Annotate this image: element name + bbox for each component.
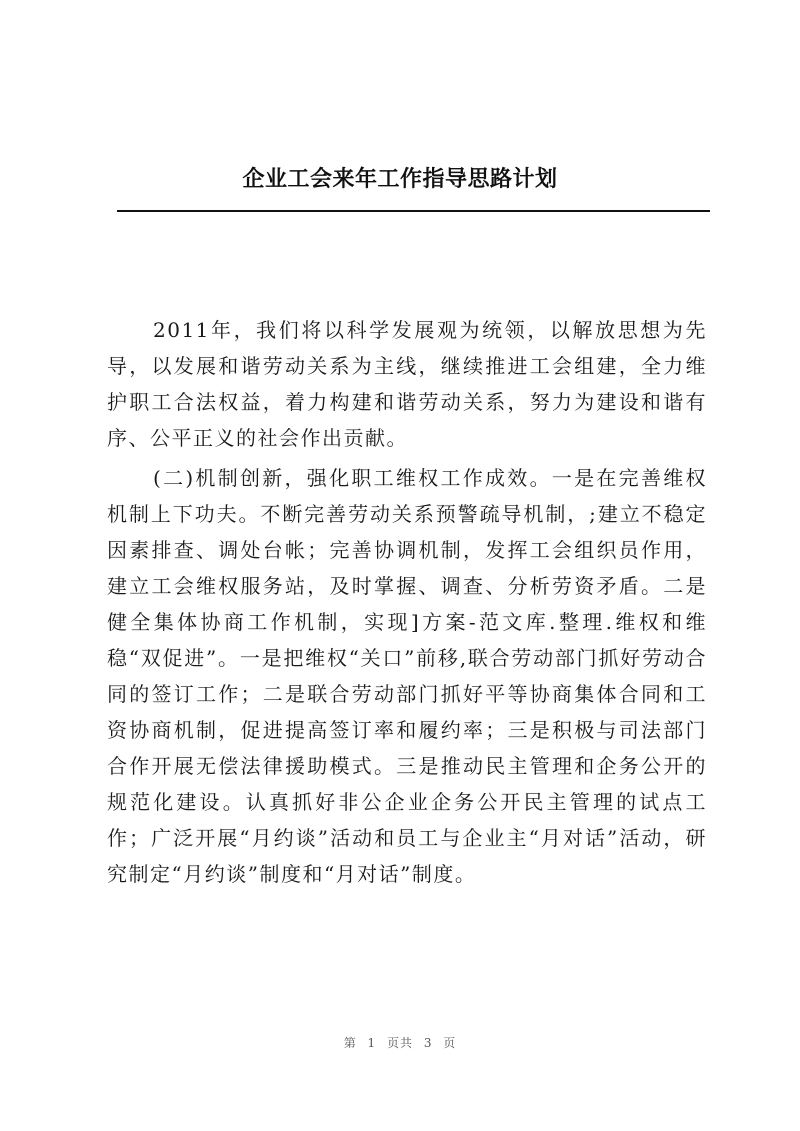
page-number-footer: 第 1 页共 3 页 <box>343 1036 457 1050</box>
paragraph-1: 2011年，我们将以科学发展观为统领，以解放思想为先导，以发展和谐劳动关系为主线，继续推进工会组建，全力维护职工合法权益，着力构建和谐劳动关系，努力为建设和谐有序、公平正义的社会作出贡献。 <box>107 318 707 450</box>
document-title: 企业工会来年工作指导思路计划 <box>242 167 558 192</box>
title-underline <box>117 210 710 212</box>
document-body <box>107 312 707 892</box>
paragraph-2: (二)机制创新，强化职工维权工作成效。一是在完善维权机制上下功夫。不断完善劳动关系预警疏导机制，;建立不稳定因素排查、调处台帐；完善协调机制，发挥工会组织员作用，建立工会维权服务站，及时掌握、调查、分析劳资矛盾。二是健全集体协商工作机制，实现]方案-范文库.整理.维权和维稳“双促进”。一是把维权“关口”前移,联合劳动部门抓好劳动合同的签订工作；二是联合劳动部门抓好平等协商集体合同和工资协商机制，促进提高签订率和履约率；三是积极与司法部门合作开展无偿法律援助模式。三是推动民主管理和企务公开的规范化建设。认真抓好非公企业企务公开民主管理的试点工作；广泛开展“月约谈”活动和员工与企业主“月对话”活动，研究制定“月约谈”制度和“月对话”制度。 <box>107 466 707 886</box>
